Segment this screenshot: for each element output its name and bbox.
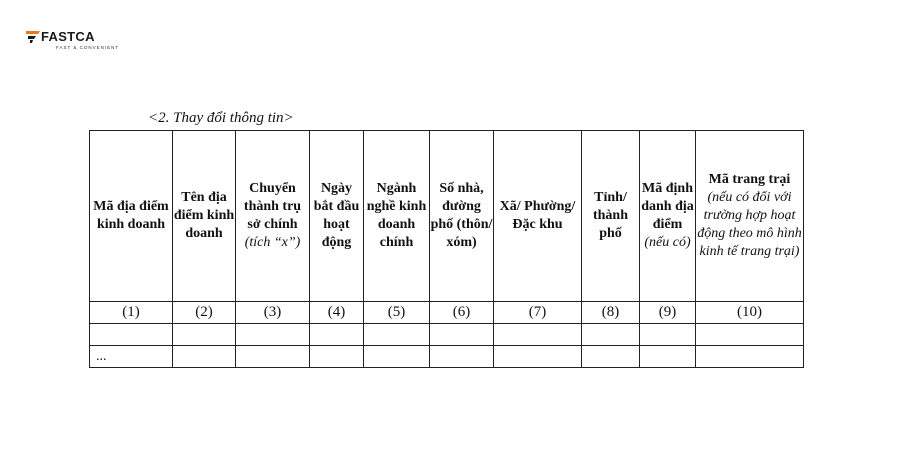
info-change-table — [89, 130, 804, 368]
header-cell: Số nhà, đường phố (thôn/ xóm) — [430, 131, 494, 302]
column-number: (10) — [696, 302, 804, 324]
table-cell[interactable] — [364, 346, 430, 368]
table-cell[interactable] — [582, 346, 640, 368]
table-cell[interactable] — [494, 324, 582, 346]
table-row — [90, 346, 804, 368]
column-number: (6) — [430, 302, 494, 324]
table-cell[interactable] — [640, 346, 696, 368]
column-number: (9) — [640, 302, 696, 324]
column-number: (7) — [494, 302, 582, 324]
table-cell[interactable] — [364, 324, 430, 346]
header-cell: Xã/ Phường/Đặc khu — [494, 131, 582, 302]
column-number: (3) — [236, 302, 310, 324]
table-cell[interactable] — [173, 346, 236, 368]
header-cell: Chuyển thành trụ sở chính (tích “x”) — [236, 131, 310, 302]
table-cell[interactable] — [696, 346, 804, 368]
table-cell[interactable] — [236, 346, 310, 368]
section-title: <2. Thay đổi thông tin> — [148, 110, 294, 126]
table-cell[interactable] — [430, 346, 494, 368]
table-cell[interactable] — [696, 324, 804, 346]
logo-tagline: FAST & CONVENIENT — [56, 45, 120, 50]
header-cell: Mã định danh địa điểm (nếu có) — [640, 131, 696, 302]
header-cell: Mã trang trại (nếu có đổi với trường hợp hoạt động theo mô hình kinh tế trang trại) — [696, 131, 804, 302]
table-cell[interactable] — [494, 346, 582, 368]
table-row — [90, 324, 804, 346]
table-cell[interactable] — [310, 346, 364, 368]
table-cell[interactable] — [173, 324, 236, 346]
ellipsis-cell[interactable]: ... — [90, 346, 173, 368]
column-number-row — [90, 302, 804, 324]
table-cell[interactable] — [430, 324, 494, 346]
header-cell: Tỉnh/ thành phố — [582, 131, 640, 302]
table-cell[interactable] — [582, 324, 640, 346]
table-cell[interactable] — [640, 324, 696, 346]
fastca-logo — [26, 30, 136, 56]
logo-mark-icon — [26, 31, 40, 43]
logo-name: FASTCA — [41, 29, 95, 44]
table-cell[interactable] — [310, 324, 364, 346]
header-row — [90, 131, 804, 302]
column-number: (2) — [173, 302, 236, 324]
column-number: (4) — [310, 302, 364, 324]
header-cell: Ngành nghề kinh doanh chính — [364, 131, 430, 302]
table-cell[interactable] — [90, 324, 173, 346]
column-number: (1) — [90, 302, 173, 324]
header-cell: Ngày bắt đầu hoạt động — [310, 131, 364, 302]
header-cell: Mã địa điểm kinh doanh — [90, 131, 173, 302]
table-cell[interactable] — [236, 324, 310, 346]
column-number: (5) — [364, 302, 430, 324]
column-number: (8) — [582, 302, 640, 324]
header-cell: Tên địa điểm kinh doanh — [173, 131, 236, 302]
